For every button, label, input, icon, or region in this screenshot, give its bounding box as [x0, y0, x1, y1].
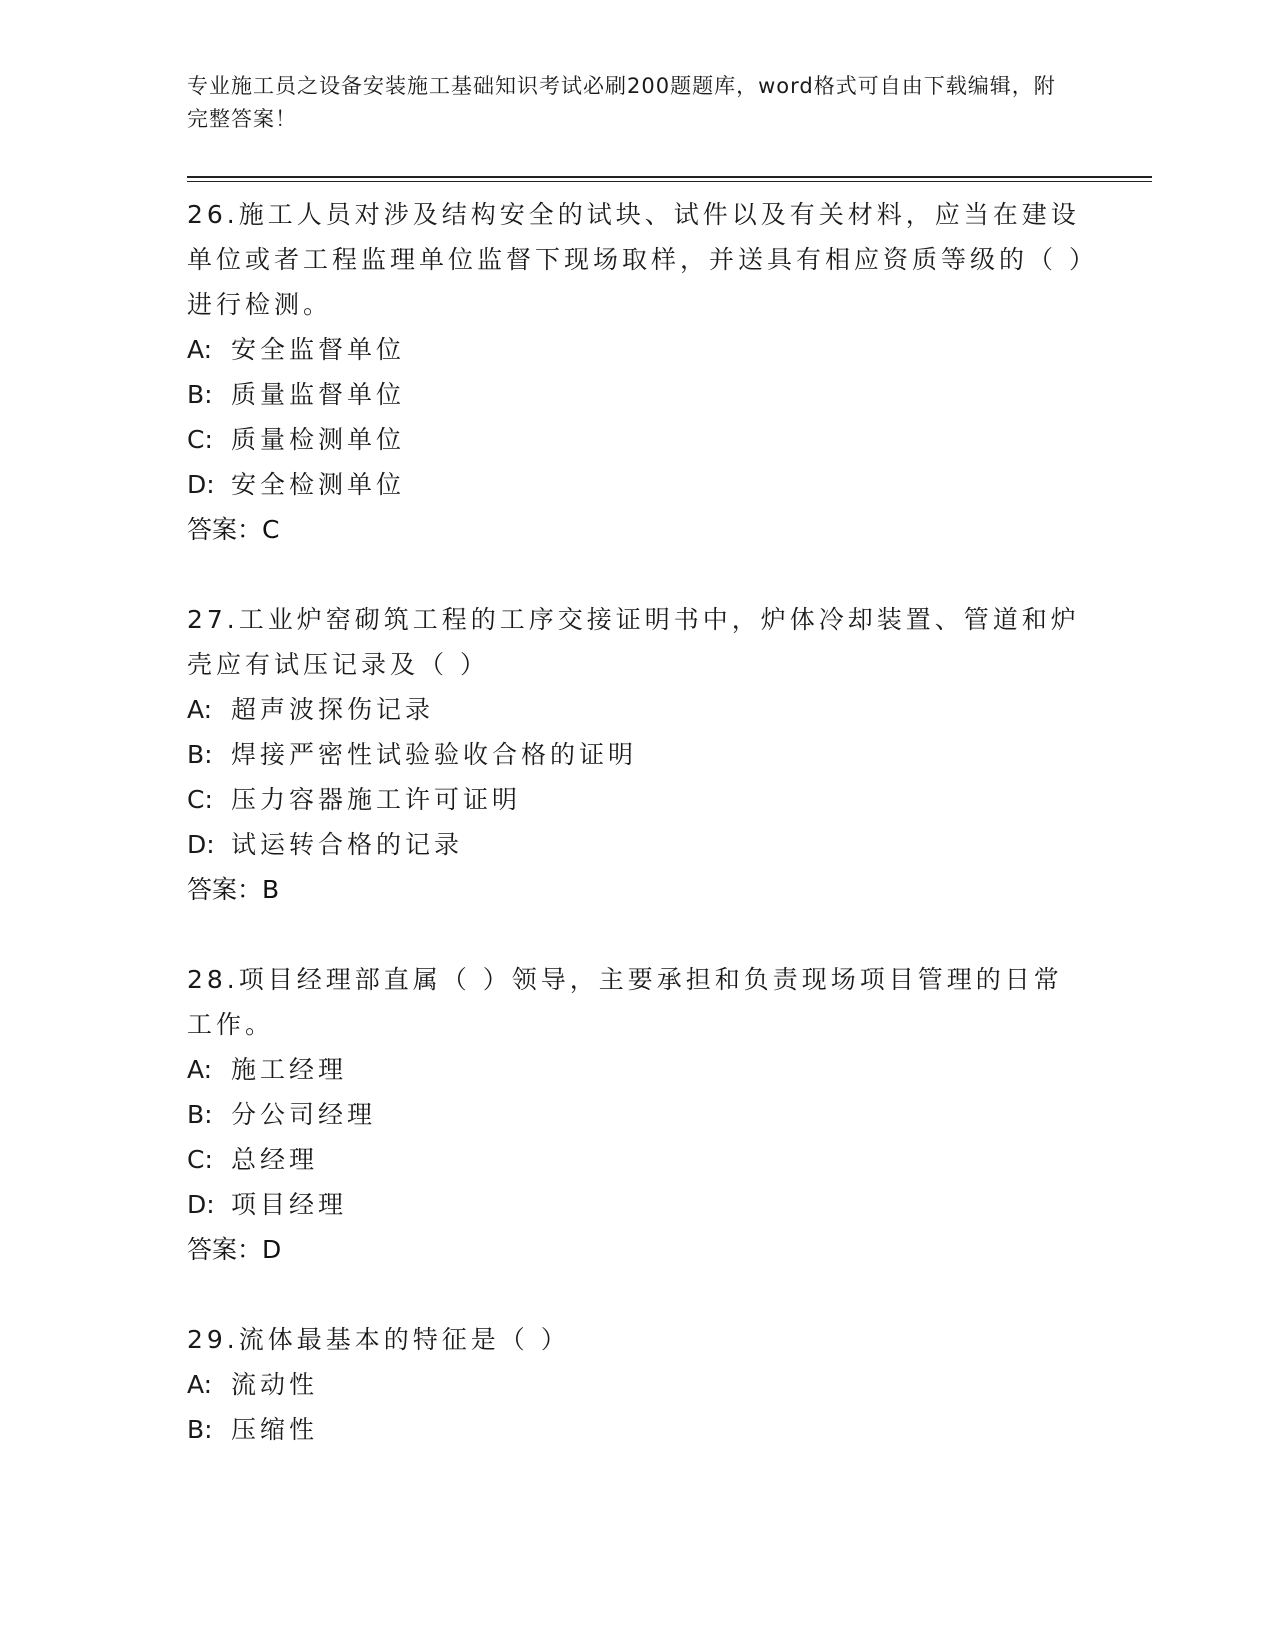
answer-text: 答案：B	[187, 875, 280, 904]
option-b	[187, 732, 1152, 777]
option-text: 流动性	[231, 1370, 319, 1399]
option-text: 质量监督单位	[231, 380, 406, 409]
option-letter: D:	[187, 830, 215, 859]
option-text: 安全监督单位	[231, 335, 406, 364]
option-text: 试运转合格的记录	[231, 830, 464, 859]
question-29	[187, 1317, 1152, 1452]
option-d	[187, 1182, 1152, 1227]
option-c	[187, 777, 1152, 822]
option-letter: B:	[187, 1415, 213, 1444]
question-text: 26.施工人员对涉及结构安全的试块、试件以及有关材料，应当在建设单位或者工程监理单位监督下现场取样，并送具有相应资质等级的（ ）进行检测。	[187, 200, 1086, 319]
question-28	[187, 957, 1152, 1272]
document-header: 专业施工员之设备安装施工基础知识考试必刷200题题库，word格式可自由下载编辑，附完整答案！	[187, 74, 1056, 131]
option-letter: C:	[187, 785, 213, 814]
option-a	[187, 1047, 1152, 1092]
question-list	[187, 192, 1152, 1452]
answer-text: 答案：C	[187, 515, 280, 544]
option-c	[187, 417, 1152, 462]
option-a	[187, 1362, 1152, 1407]
question-text: 29.流体最基本的特征是（ ）	[187, 1325, 570, 1354]
option-letter: A:	[187, 1370, 213, 1399]
option-letter: C:	[187, 425, 213, 454]
option-text: 压缩性	[231, 1415, 319, 1444]
option-letter: D:	[187, 470, 215, 499]
option-a	[187, 687, 1152, 732]
option-a	[187, 327, 1152, 372]
option-text: 焊接严密性试验验收合格的证明	[231, 740, 638, 769]
option-text: 分公司经理	[231, 1100, 377, 1129]
option-text: 超声波探伤记录	[231, 695, 435, 724]
option-c	[187, 1137, 1152, 1182]
option-d	[187, 462, 1152, 507]
option-text: 质量检测单位	[231, 425, 406, 454]
option-letter: A:	[187, 1055, 213, 1084]
option-text: 压力容器施工许可证明	[231, 785, 522, 814]
option-b	[187, 1092, 1152, 1137]
question-text: 27.工业炉窑砌筑工程的工序交接证明书中，炉体冷却装置、管道和炉壳应有试压记录及（ ）	[187, 605, 1080, 679]
header-divider	[187, 176, 1152, 182]
option-b	[187, 1407, 1152, 1452]
option-letter: D:	[187, 1190, 215, 1219]
question-27	[187, 597, 1152, 912]
option-b	[187, 372, 1152, 417]
question-text: 28.项目经理部直属（ ）领导，主要承担和负责现场项目管理的日常工作。	[187, 965, 1063, 1039]
option-d	[187, 822, 1152, 867]
option-letter: A:	[187, 335, 213, 364]
question-26	[187, 192, 1152, 552]
option-letter: B:	[187, 740, 213, 769]
answer-text: 答案：D	[187, 1235, 282, 1264]
option-letter: B:	[187, 380, 213, 409]
document-page	[187, 70, 1152, 1497]
option-text: 总经理	[231, 1145, 319, 1174]
option-letter: A:	[187, 695, 213, 724]
option-text: 施工经理	[231, 1055, 348, 1084]
option-text: 安全检测单位	[231, 470, 406, 499]
option-letter: C:	[187, 1145, 213, 1174]
option-letter: B:	[187, 1100, 213, 1129]
option-text: 项目经理	[231, 1190, 348, 1219]
